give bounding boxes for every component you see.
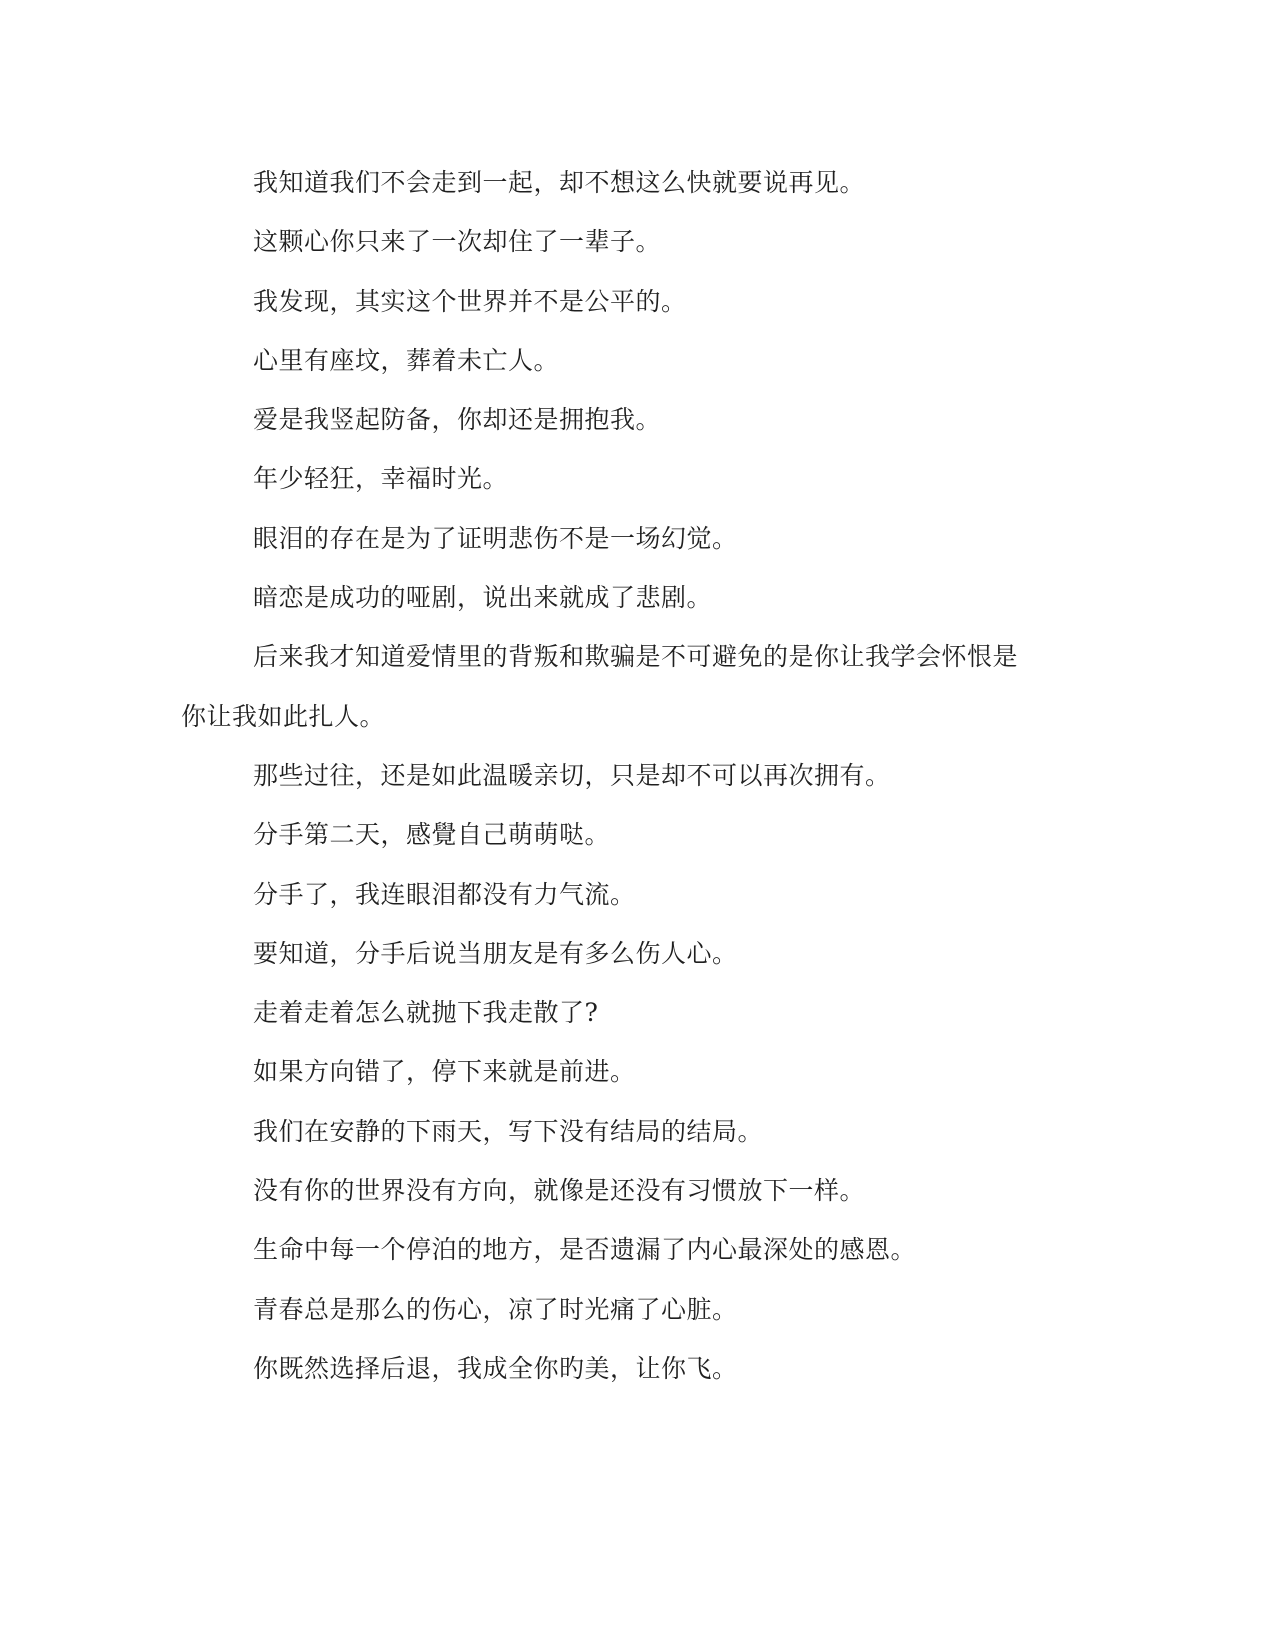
paragraph: 我知道我们不会走到一起，却不想这么快就要说再见。: [253, 168, 866, 197]
paragraph: 我们在安静的下雨天，写下没有结局的结局。: [253, 1116, 764, 1146]
paragraph: 暗恋是成功的哑剧，说出来就成了悲剧。: [253, 583, 713, 613]
paragraph: 后来我才知道爱情里的背叛和欺骗是不可避免的是你让我学会怀恨是你让我如此扎人。: [181, 642, 1019, 731]
paragraph: 眼泪的存在是为了证明悲伤不是一场幻觉。: [253, 523, 738, 553]
paragraph: 走着走着怎么就抛下我走散了?: [253, 998, 599, 1028]
paragraph: 青春总是那么的伤心，凉了时光痛了心脏。: [253, 1294, 738, 1324]
paragraph: 心里有座坟，葬着未亡人。: [253, 345, 560, 375]
paragraph: 如果方向错了，停下来就是前进。: [253, 1057, 636, 1087]
document-body: [181, 153, 1041, 1398]
paragraph: 爱是我竖起防备，你却还是拥抱我。: [253, 405, 662, 435]
paragraph: 没有你的世界没有方向，就像是还没有习惯放下一样。: [253, 1176, 866, 1206]
paragraph: 这颗心你只来了一次却住了一辈子。: [253, 227, 662, 257]
paragraph: 分手第二天，感覺自己萌萌哒。: [253, 820, 611, 850]
paragraph: 我发现，其实这个世界并不是公平的。: [253, 286, 687, 316]
paragraph: 你既然选择后退，我成全你旳美，让你飞。: [253, 1353, 738, 1383]
paragraph: 生命中每一个停泊的地方，是否遗漏了内心最深处的感恩。: [253, 1235, 917, 1265]
paragraph: 年少轻狂，幸福时光。: [253, 464, 509, 494]
paragraph: 要知道，分手后说当朋友是有多么伤人心。: [253, 938, 738, 968]
paragraph: 分手了，我连眼泪都没有力气流。: [253, 879, 636, 909]
paragraph: 那些过往，还是如此温暖亲切，只是却不可以再次拥有。: [253, 760, 891, 790]
